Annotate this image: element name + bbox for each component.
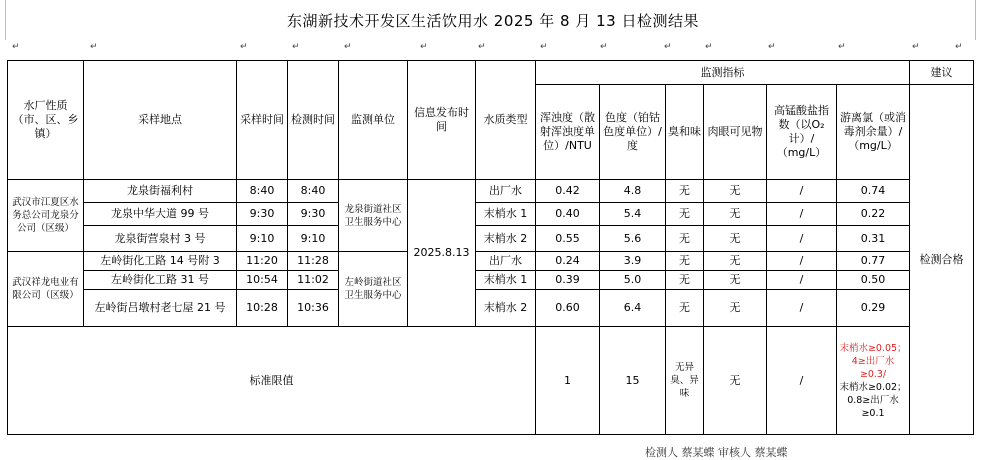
- header-indicators: 监测指标: [536, 61, 910, 85]
- cod-cell: /: [767, 203, 837, 226]
- header-turbidity: 浑浊度（散射浑浊度单位）/NTU: [536, 85, 600, 180]
- water-type-cell: 末梢水 2: [476, 290, 536, 327]
- site-cell: 龙泉街营泉村 3 号: [84, 226, 237, 252]
- turbidity-cell: 0.55: [536, 226, 600, 252]
- odor-cell: 无: [666, 271, 704, 290]
- standard-visible: 无: [704, 327, 767, 435]
- visible-cell: 无: [704, 271, 767, 290]
- cod-cell: /: [767, 271, 837, 290]
- color-cell: 5.0: [600, 271, 666, 290]
- standard-chlorine-red: 末梢水≥0.05；4≥出厂水≥0.3/: [839, 342, 907, 380]
- turbidity-cell: 0.24: [536, 252, 600, 271]
- standard-cod: /: [767, 327, 837, 435]
- odor-cell: 无: [666, 290, 704, 327]
- monitor-unit-cell: 左岭街道社区卫生服务中心: [339, 252, 408, 327]
- table-row: [8, 180, 974, 203]
- standard-row: [8, 327, 974, 435]
- test-time-cell: 11:28: [288, 252, 339, 271]
- header-advice: 建议: [910, 61, 974, 85]
- visible-cell: 无: [704, 180, 767, 203]
- cod-cell: /: [767, 290, 837, 327]
- turbidity-cell: 0.40: [536, 203, 600, 226]
- site-cell: 龙泉中华大道 99 号: [84, 203, 237, 226]
- color-cell: 5.6: [600, 226, 666, 252]
- chlorine-cell: 0.29: [837, 290, 910, 327]
- visible-cell: 无: [704, 226, 767, 252]
- standard-chlorine-black: 末梢水≥0.02；0.8≥出厂水≥0.1: [839, 381, 907, 419]
- visible-cell: 无: [704, 252, 767, 271]
- advice-cell: 检测合格: [910, 85, 974, 435]
- water-type-cell: 末梢水 1: [476, 203, 536, 226]
- standard-color: 15: [600, 327, 666, 435]
- header-chlorine: 游离氯（或消毒剂余量）/（mg/L）: [837, 85, 910, 180]
- publish-date-cell: 2025.8.13: [408, 180, 476, 327]
- header-publish-time: 信息发布时间: [408, 61, 476, 180]
- header-plant-nature: 水厂性质（市、区、乡镇）: [8, 61, 84, 180]
- sample-time-cell: 10:54: [237, 271, 288, 290]
- footer-signature-fragment: 检测人 蔡某蝶 审核人 蔡某蝶: [645, 446, 788, 459]
- header-monitor-unit: 监测单位: [339, 61, 408, 180]
- water-type-cell: 出厂水: [476, 252, 536, 271]
- water-quality-table: [7, 60, 974, 435]
- water-type-cell: 末梢水 1: [476, 271, 536, 290]
- plant-nature-cell: 武汉祥龙电业有限公司（区级）: [8, 252, 84, 327]
- sample-time-cell: 9:10: [237, 226, 288, 252]
- test-time-cell: 9:10: [288, 226, 339, 252]
- odor-cell: 无: [666, 252, 704, 271]
- sample-time-cell: 9:30: [237, 203, 288, 226]
- site-cell: 左岭街化工路 31 号: [84, 271, 237, 290]
- site-cell: 左岭街吕墩村老七屋 21 号: [84, 290, 237, 327]
- color-cell: 4.8: [600, 180, 666, 203]
- odor-cell: 无: [666, 203, 704, 226]
- odor-cell: 无: [666, 180, 704, 203]
- color-cell: 5.4: [600, 203, 666, 226]
- header-odor: 臭和味: [666, 85, 704, 180]
- table-row: [8, 252, 974, 271]
- header-sample-time: 采样时间: [237, 61, 288, 180]
- site-cell: 左岭街化工路 14 号附 3: [84, 252, 237, 271]
- turbidity-cell: 0.42: [536, 180, 600, 203]
- odor-cell: 无: [666, 226, 704, 252]
- header-water-type: 水质类型: [476, 61, 536, 180]
- table-row: [8, 271, 974, 290]
- header-sampling-site: 采样地点: [84, 61, 237, 180]
- sample-time-cell: 8:40: [237, 180, 288, 203]
- header-visible: 肉眼可见物: [704, 85, 767, 180]
- plant-nature-cell: 武汉市江夏区水务总公司龙泉分公司（区级）: [8, 180, 84, 252]
- header-cod: 高锰酸盐指数（以O₂计）/（mg/L）: [767, 85, 837, 180]
- water-type-cell: 出厂水: [476, 180, 536, 203]
- table-row: [8, 203, 974, 226]
- test-time-cell: 11:02: [288, 271, 339, 290]
- color-cell: 6.4: [600, 290, 666, 327]
- test-time-cell: 8:40: [288, 180, 339, 203]
- color-cell: 3.9: [600, 252, 666, 271]
- cod-cell: /: [767, 226, 837, 252]
- test-time-cell: 10:36: [288, 290, 339, 327]
- chlorine-cell: 0.31: [837, 226, 910, 252]
- document-title: 东湖新技术开发区生活饮用水 2025 年 8 月 13 日检测结果: [287, 12, 699, 30]
- sample-time-cell: 11:20: [237, 252, 288, 271]
- standard-turbidity: 1: [536, 327, 600, 435]
- cod-cell: /: [767, 180, 837, 203]
- table-row: [8, 290, 974, 327]
- header-color: 色度（铂钴色度单位）/度: [600, 85, 666, 180]
- water-type-cell: 末梢水 2: [476, 226, 536, 252]
- standard-odor: 无异臭、异味: [666, 327, 704, 435]
- sample-time-cell: 10:28: [237, 290, 288, 327]
- monitor-unit-cell: 龙泉街道社区卫生服务中心: [339, 180, 408, 252]
- turbidity-cell: 0.39: [536, 271, 600, 290]
- standard-label: 标准限值: [8, 327, 536, 435]
- chlorine-cell: 0.74: [837, 180, 910, 203]
- chlorine-cell: 0.50: [837, 271, 910, 290]
- table-row: [8, 226, 974, 252]
- test-time-cell: 9:30: [288, 203, 339, 226]
- chlorine-cell: 0.22: [837, 203, 910, 226]
- cod-cell: /: [767, 252, 837, 271]
- visible-cell: 无: [704, 203, 767, 226]
- site-cell: 龙泉街福利村: [84, 180, 237, 203]
- chlorine-cell: 0.77: [837, 252, 910, 271]
- header-test-time: 检测时间: [288, 61, 339, 180]
- turbidity-cell: 0.60: [536, 290, 600, 327]
- visible-cell: 无: [704, 290, 767, 327]
- standard-chlorine: [837, 327, 910, 435]
